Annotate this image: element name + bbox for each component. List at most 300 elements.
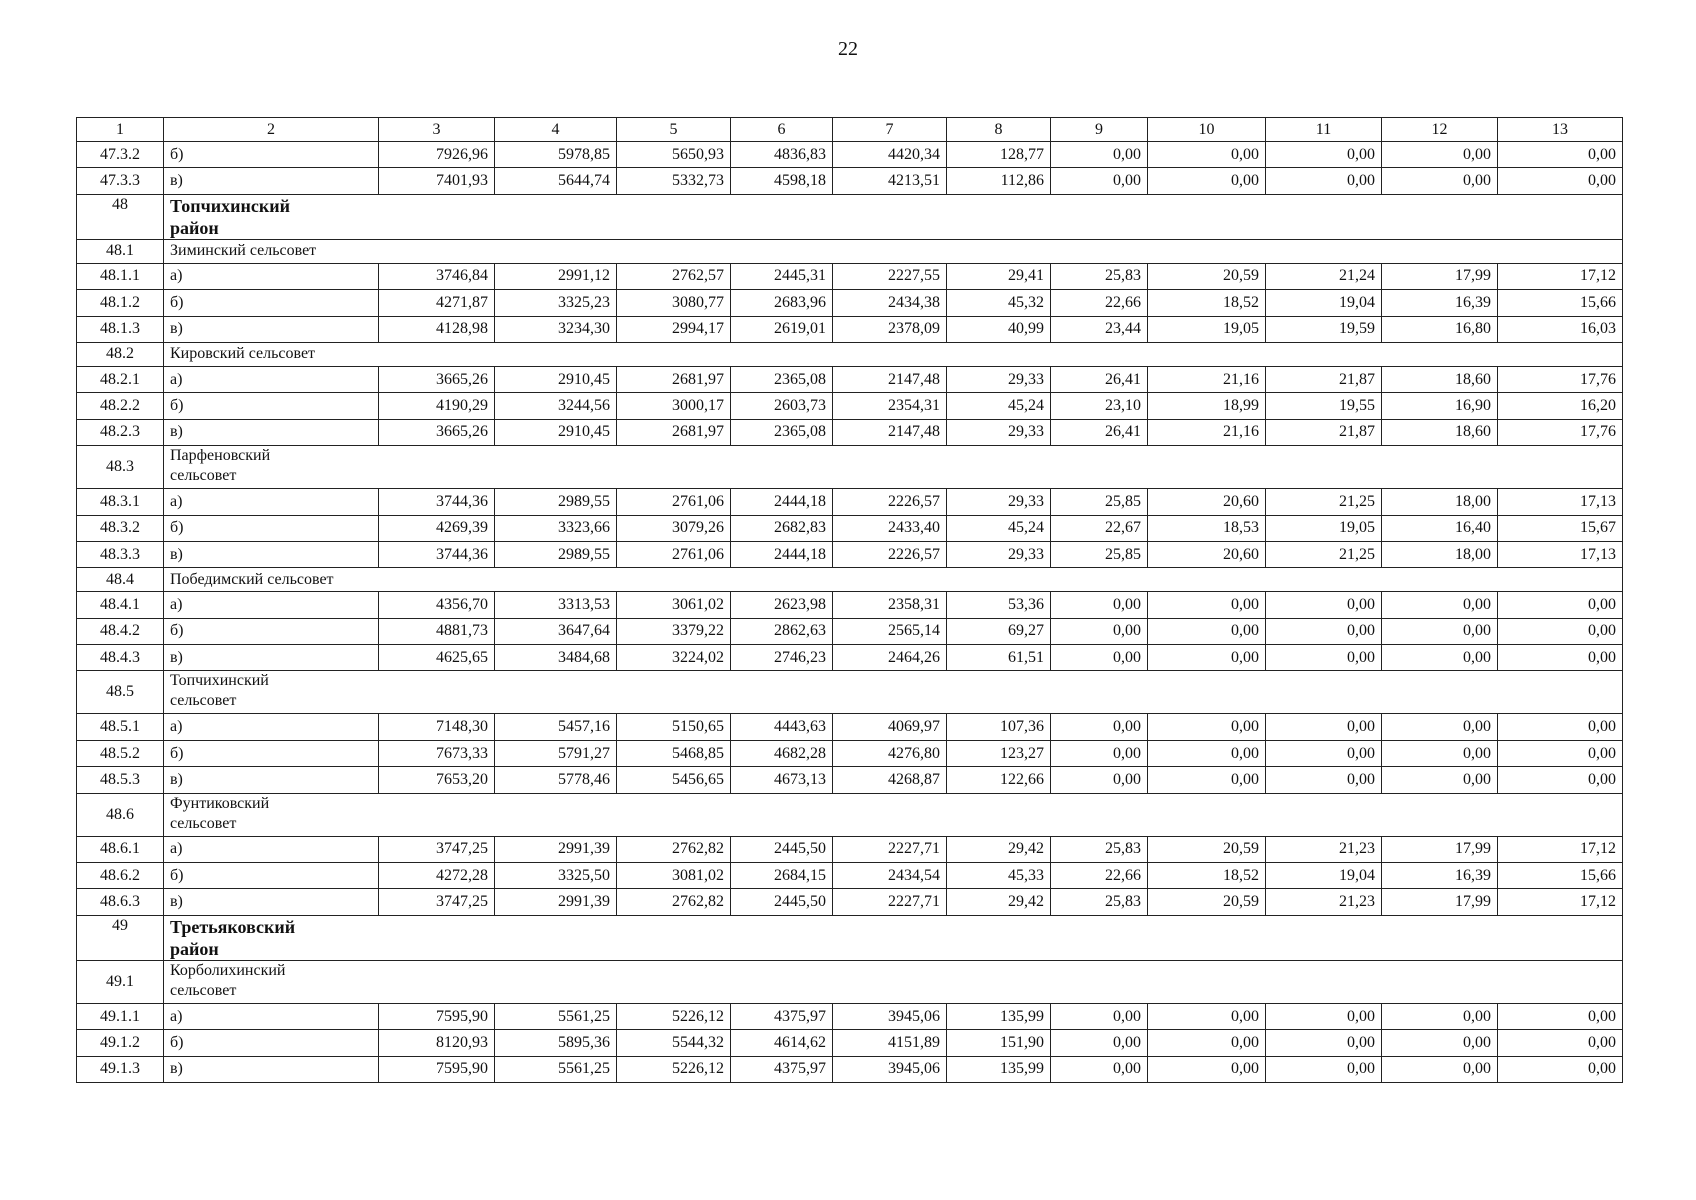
value-cell: 20,59 [1148, 889, 1266, 915]
row-variant: в) [164, 541, 379, 567]
value-cell: 16,20 [1498, 393, 1623, 419]
value-cell: 0,00 [1382, 592, 1498, 618]
value-cell: 17,99 [1382, 263, 1498, 289]
value-cell: 5457,16 [495, 714, 617, 740]
value-cell: 3234,30 [495, 316, 617, 342]
row-code: 49.1.3 [77, 1056, 164, 1082]
row-code: 48.6.2 [77, 863, 164, 889]
column-header: 4 [495, 118, 617, 142]
row-variant: б) [164, 393, 379, 419]
value-cell: 7673,33 [379, 740, 495, 766]
value-cell: 17,12 [1498, 263, 1623, 289]
row-variant: б) [164, 515, 379, 541]
row-variant: б) [164, 740, 379, 766]
value-cell: 5978,85 [495, 142, 617, 168]
value-cell: 18,60 [1382, 366, 1498, 392]
value-cell: 2434,54 [833, 863, 947, 889]
value-cell: 0,00 [1498, 740, 1623, 766]
value-cell: 5895,36 [495, 1030, 617, 1056]
table-row [77, 263, 1623, 289]
row-code: 48.5 [77, 671, 164, 714]
value-cell: 5468,85 [617, 740, 731, 766]
value-cell: 4069,97 [833, 714, 947, 740]
value-cell: 5561,25 [495, 1003, 617, 1029]
value-cell: 4128,98 [379, 316, 495, 342]
value-cell: 4356,70 [379, 592, 495, 618]
value-cell: 4881,73 [379, 618, 495, 644]
value-cell: 0,00 [1382, 1030, 1498, 1056]
table-row [77, 290, 1623, 316]
value-cell: 0,00 [1266, 592, 1382, 618]
row-variant: б) [164, 1030, 379, 1056]
value-cell: 5332,73 [617, 168, 731, 194]
value-cell: 2565,14 [833, 618, 947, 644]
table-row [77, 489, 1623, 515]
value-cell: 2365,08 [731, 366, 833, 392]
value-cell: 3747,25 [379, 889, 495, 915]
table-row [77, 618, 1623, 644]
value-cell: 16,39 [1382, 290, 1498, 316]
row-code: 48.2.1 [77, 366, 164, 392]
row-code: 48.4.2 [77, 618, 164, 644]
value-cell: 15,66 [1498, 863, 1623, 889]
row-code: 49.1.2 [77, 1030, 164, 1056]
value-cell: 0,00 [1498, 168, 1623, 194]
value-cell: 2761,06 [617, 489, 731, 515]
row-code: 48.6.3 [77, 889, 164, 915]
row-variant: а) [164, 263, 379, 289]
settlement-row [77, 960, 1623, 1003]
value-cell: 15,67 [1498, 515, 1623, 541]
value-cell: 25,83 [1051, 889, 1148, 915]
value-cell: 0,00 [1498, 1030, 1623, 1056]
value-cell: 2989,55 [495, 489, 617, 515]
value-cell: 2445,50 [731, 889, 833, 915]
value-cell: 17,13 [1498, 541, 1623, 567]
value-cell: 0,00 [1148, 592, 1266, 618]
value-cell: 4190,29 [379, 393, 495, 419]
row-code: 48.2 [77, 342, 164, 366]
value-cell: 19,04 [1266, 290, 1382, 316]
value-cell: 16,80 [1382, 316, 1498, 342]
row-variant: а) [164, 592, 379, 618]
empty-span-cell [379, 342, 1623, 366]
row-variant: в) [164, 168, 379, 194]
value-cell: 26,41 [1051, 419, 1148, 445]
table-row [77, 393, 1623, 419]
value-cell: 0,00 [1051, 1056, 1148, 1082]
value-cell: 112,86 [947, 168, 1051, 194]
row-variant: а) [164, 489, 379, 515]
value-cell: 19,55 [1266, 393, 1382, 419]
value-cell: 2991,39 [495, 889, 617, 915]
value-cell: 0,00 [1498, 714, 1623, 740]
value-cell: 69,27 [947, 618, 1051, 644]
value-cell: 21,23 [1266, 836, 1382, 862]
value-cell: 5650,93 [617, 142, 731, 168]
settlement-name: Фунтиковский сельсовет [170, 794, 270, 832]
settlement-row [77, 342, 1623, 366]
value-cell: 25,85 [1051, 489, 1148, 515]
column-header: 6 [731, 118, 833, 142]
value-cell: 29,33 [947, 489, 1051, 515]
value-cell: 0,00 [1266, 714, 1382, 740]
value-cell: 2358,31 [833, 592, 947, 618]
value-cell: 2226,57 [833, 541, 947, 567]
value-cell: 29,41 [947, 263, 1051, 289]
value-cell: 18,00 [1382, 489, 1498, 515]
value-cell: 16,39 [1382, 863, 1498, 889]
value-cell: 16,03 [1498, 316, 1623, 342]
empty-span-cell [379, 194, 1623, 239]
value-cell: 18,60 [1382, 419, 1498, 445]
value-cell: 26,41 [1051, 366, 1148, 392]
empty-span-cell [379, 915, 1623, 960]
value-cell: 0,00 [1148, 1030, 1266, 1056]
table-row [77, 592, 1623, 618]
value-cell: 19,05 [1148, 316, 1266, 342]
row-code: 48.4.3 [77, 645, 164, 671]
value-cell: 2762,82 [617, 836, 731, 862]
value-cell: 0,00 [1148, 168, 1266, 194]
row-variant: б) [164, 290, 379, 316]
value-cell: 2227,71 [833, 889, 947, 915]
value-cell: 0,00 [1382, 645, 1498, 671]
value-cell: 18,52 [1148, 863, 1266, 889]
row-code: 48.3.1 [77, 489, 164, 515]
value-cell: 29,33 [947, 366, 1051, 392]
value-cell: 7653,20 [379, 767, 495, 793]
value-cell: 3747,25 [379, 836, 495, 862]
row-code: 48.3.2 [77, 515, 164, 541]
row-variant: б) [164, 618, 379, 644]
value-cell: 2989,55 [495, 541, 617, 567]
value-cell: 29,33 [947, 419, 1051, 445]
row-variant: б) [164, 142, 379, 168]
value-cell: 2762,82 [617, 889, 731, 915]
column-header: 12 [1382, 118, 1498, 142]
value-cell: 8120,93 [379, 1030, 495, 1056]
column-header: 2 [164, 118, 379, 142]
value-cell: 18,00 [1382, 541, 1498, 567]
value-cell: 23,44 [1051, 316, 1148, 342]
value-cell: 4443,63 [731, 714, 833, 740]
table-row [77, 863, 1623, 889]
row-variant: в) [164, 1056, 379, 1082]
value-cell: 0,00 [1498, 592, 1623, 618]
value-cell: 2603,73 [731, 393, 833, 419]
value-cell: 22,66 [1051, 290, 1148, 316]
row-code: 48.1 [77, 239, 164, 263]
value-cell: 7148,30 [379, 714, 495, 740]
value-cell: 5544,32 [617, 1030, 731, 1056]
value-cell: 45,33 [947, 863, 1051, 889]
empty-span-cell [379, 671, 1623, 714]
value-cell: 5150,65 [617, 714, 731, 740]
value-cell: 22,67 [1051, 515, 1148, 541]
value-cell: 3945,06 [833, 1003, 947, 1029]
value-cell: 0,00 [1266, 740, 1382, 766]
value-cell: 20,60 [1148, 541, 1266, 567]
value-cell: 16,40 [1382, 515, 1498, 541]
value-cell: 2226,57 [833, 489, 947, 515]
table-row [77, 366, 1623, 392]
row-variant: в) [164, 889, 379, 915]
value-cell: 0,00 [1498, 767, 1623, 793]
value-cell: 18,99 [1148, 393, 1266, 419]
district-name: Топчихинский район [170, 195, 290, 238]
value-cell: 0,00 [1148, 142, 1266, 168]
value-cell: 135,99 [947, 1003, 1051, 1029]
value-cell: 29,33 [947, 541, 1051, 567]
row-code: 48.3.3 [77, 541, 164, 567]
row-code: 48.5.2 [77, 740, 164, 766]
value-cell: 0,00 [1498, 1003, 1623, 1029]
value-cell: 7595,90 [379, 1003, 495, 1029]
value-cell: 0,00 [1148, 1003, 1266, 1029]
value-cell: 3746,84 [379, 263, 495, 289]
value-cell: 4614,62 [731, 1030, 833, 1056]
row-variant: в) [164, 645, 379, 671]
value-cell: 3313,53 [495, 592, 617, 618]
value-cell: 2623,98 [731, 592, 833, 618]
value-cell: 23,10 [1051, 393, 1148, 419]
value-cell: 16,90 [1382, 393, 1498, 419]
settlement-row [77, 239, 1623, 263]
value-cell: 2681,97 [617, 366, 731, 392]
value-cell: 0,00 [1148, 767, 1266, 793]
value-cell: 17,76 [1498, 419, 1623, 445]
value-cell: 0,00 [1051, 142, 1148, 168]
value-cell: 0,00 [1051, 592, 1148, 618]
value-cell: 2762,57 [617, 263, 731, 289]
value-cell: 7926,96 [379, 142, 495, 168]
value-cell: 25,83 [1051, 263, 1148, 289]
value-cell: 2910,45 [495, 419, 617, 445]
value-cell: 4269,39 [379, 515, 495, 541]
value-cell: 17,76 [1498, 366, 1623, 392]
table-row [77, 168, 1623, 194]
value-cell: 0,00 [1148, 714, 1266, 740]
value-cell: 0,00 [1051, 1003, 1148, 1029]
value-cell: 2433,40 [833, 515, 947, 541]
value-cell: 17,99 [1382, 889, 1498, 915]
settlement-row [77, 793, 1623, 836]
column-header: 11 [1266, 118, 1382, 142]
value-cell: 2354,31 [833, 393, 947, 419]
value-cell: 3000,17 [617, 393, 731, 419]
value-cell: 5778,46 [495, 767, 617, 793]
row-code: 48.2.3 [77, 419, 164, 445]
value-cell: 2683,96 [731, 290, 833, 316]
value-cell: 20,60 [1148, 489, 1266, 515]
value-cell: 3061,02 [617, 592, 731, 618]
value-cell: 0,00 [1051, 740, 1148, 766]
value-cell: 0,00 [1382, 740, 1498, 766]
value-cell: 2862,63 [731, 618, 833, 644]
settlement-name: Парфеновский сельсовет [170, 447, 271, 485]
value-cell: 0,00 [1382, 714, 1498, 740]
value-cell: 3323,66 [495, 515, 617, 541]
value-cell: 0,00 [1382, 767, 1498, 793]
column-header: 7 [833, 118, 947, 142]
value-cell: 0,00 [1266, 1030, 1382, 1056]
column-header: 3 [379, 118, 495, 142]
value-cell: 4276,80 [833, 740, 947, 766]
value-cell: 2227,71 [833, 836, 947, 862]
value-cell: 0,00 [1148, 645, 1266, 671]
row-code: 48.5.1 [77, 714, 164, 740]
value-cell: 4420,34 [833, 142, 947, 168]
value-cell: 0,00 [1382, 142, 1498, 168]
value-cell: 3665,26 [379, 366, 495, 392]
value-cell: 53,36 [947, 592, 1051, 618]
value-cell: 25,85 [1051, 541, 1148, 567]
row-variant: в) [164, 316, 379, 342]
table-row [77, 515, 1623, 541]
value-cell: 3379,22 [617, 618, 731, 644]
value-cell: 21,24 [1266, 263, 1382, 289]
value-cell: 7401,93 [379, 168, 495, 194]
row-code: 48.6 [77, 793, 164, 836]
column-header: 1 [77, 118, 164, 142]
value-cell: 7595,90 [379, 1056, 495, 1082]
value-cell: 45,24 [947, 515, 1051, 541]
value-cell: 3080,77 [617, 290, 731, 316]
value-cell: 4625,65 [379, 645, 495, 671]
value-cell: 0,00 [1382, 168, 1498, 194]
value-cell: 2365,08 [731, 419, 833, 445]
value-cell: 3079,26 [617, 515, 731, 541]
value-cell: 45,32 [947, 290, 1051, 316]
value-cell: 0,00 [1382, 1056, 1498, 1082]
value-cell: 0,00 [1051, 645, 1148, 671]
table-row [77, 740, 1623, 766]
value-cell: 2684,15 [731, 863, 833, 889]
header-row [77, 118, 1623, 142]
value-cell: 5791,27 [495, 740, 617, 766]
value-cell: 4272,28 [379, 863, 495, 889]
value-cell: 21,25 [1266, 541, 1382, 567]
table-body [77, 142, 1623, 1083]
value-cell: 4375,97 [731, 1056, 833, 1082]
value-cell: 4375,97 [731, 1003, 833, 1029]
value-cell: 3945,06 [833, 1056, 947, 1082]
column-header: 13 [1498, 118, 1623, 142]
table-row [77, 1003, 1623, 1029]
value-cell: 2434,38 [833, 290, 947, 316]
value-cell: 3665,26 [379, 419, 495, 445]
page-number: 22 [838, 38, 858, 60]
value-cell: 0,00 [1382, 1003, 1498, 1029]
value-cell: 0,00 [1498, 645, 1623, 671]
value-cell: 2378,09 [833, 316, 947, 342]
column-header: 8 [947, 118, 1051, 142]
value-cell: 2746,23 [731, 645, 833, 671]
table-row [77, 645, 1623, 671]
value-cell: 20,59 [1148, 263, 1266, 289]
value-cell: 0,00 [1266, 1056, 1382, 1082]
value-cell: 21,23 [1266, 889, 1382, 915]
value-cell: 0,00 [1266, 618, 1382, 644]
value-cell: 128,77 [947, 142, 1051, 168]
value-cell: 2761,06 [617, 541, 731, 567]
value-cell: 5561,25 [495, 1056, 617, 1082]
column-header: 5 [617, 118, 731, 142]
row-variant: а) [164, 366, 379, 392]
value-cell: 20,59 [1148, 836, 1266, 862]
value-cell: 2444,18 [731, 541, 833, 567]
value-cell: 0,00 [1051, 767, 1148, 793]
value-cell: 4682,28 [731, 740, 833, 766]
value-cell: 5226,12 [617, 1056, 731, 1082]
table-row [77, 419, 1623, 445]
value-cell: 0,00 [1266, 168, 1382, 194]
value-cell: 3744,36 [379, 489, 495, 515]
value-cell: 2147,48 [833, 419, 947, 445]
value-cell: 45,24 [947, 393, 1051, 419]
value-cell: 0,00 [1498, 142, 1623, 168]
value-cell: 4673,13 [731, 767, 833, 793]
table-row [77, 767, 1623, 793]
value-cell: 2991,12 [495, 263, 617, 289]
row-variant: а) [164, 1003, 379, 1029]
tariff-table [76, 117, 1623, 1083]
value-cell: 40,99 [947, 316, 1051, 342]
row-variant: в) [164, 767, 379, 793]
row-code: 48 [77, 194, 164, 239]
value-cell: 0,00 [1051, 168, 1148, 194]
value-cell: 21,16 [1148, 419, 1266, 445]
value-cell: 2147,48 [833, 366, 947, 392]
row-code: 48.2.2 [77, 393, 164, 419]
value-cell: 61,51 [947, 645, 1051, 671]
district-row [77, 915, 1623, 960]
value-cell: 2991,39 [495, 836, 617, 862]
value-cell: 3325,50 [495, 863, 617, 889]
column-header: 9 [1051, 118, 1148, 142]
row-code: 48.4 [77, 568, 164, 592]
value-cell: 0,00 [1266, 767, 1382, 793]
value-cell: 2444,18 [731, 489, 833, 515]
value-cell: 0,00 [1498, 618, 1623, 644]
value-cell: 0,00 [1266, 645, 1382, 671]
value-cell: 19,59 [1266, 316, 1382, 342]
row-code: 48.1.3 [77, 316, 164, 342]
row-code: 48.4.1 [77, 592, 164, 618]
value-cell: 19,04 [1266, 863, 1382, 889]
value-cell: 2910,45 [495, 366, 617, 392]
settlement-name: Топчихинский сельсовет [170, 672, 269, 710]
settlement-name: Корболихинский сельсовет [170, 961, 286, 999]
value-cell: 3224,02 [617, 645, 731, 671]
value-cell: 3647,64 [495, 618, 617, 644]
value-cell: 4836,83 [731, 142, 833, 168]
value-cell: 3081,02 [617, 863, 731, 889]
settlement-name: Кировский сельсовет [170, 345, 316, 363]
value-cell: 0,00 [1266, 1003, 1382, 1029]
value-cell: 4213,51 [833, 168, 947, 194]
value-cell: 25,83 [1051, 836, 1148, 862]
row-variant: а) [164, 714, 379, 740]
value-cell: 151,90 [947, 1030, 1051, 1056]
row-variant: б) [164, 863, 379, 889]
value-cell: 0,00 [1148, 740, 1266, 766]
value-cell: 4271,87 [379, 290, 495, 316]
value-cell: 29,42 [947, 889, 1051, 915]
row-variant: а) [164, 836, 379, 862]
value-cell: 17,13 [1498, 489, 1623, 515]
